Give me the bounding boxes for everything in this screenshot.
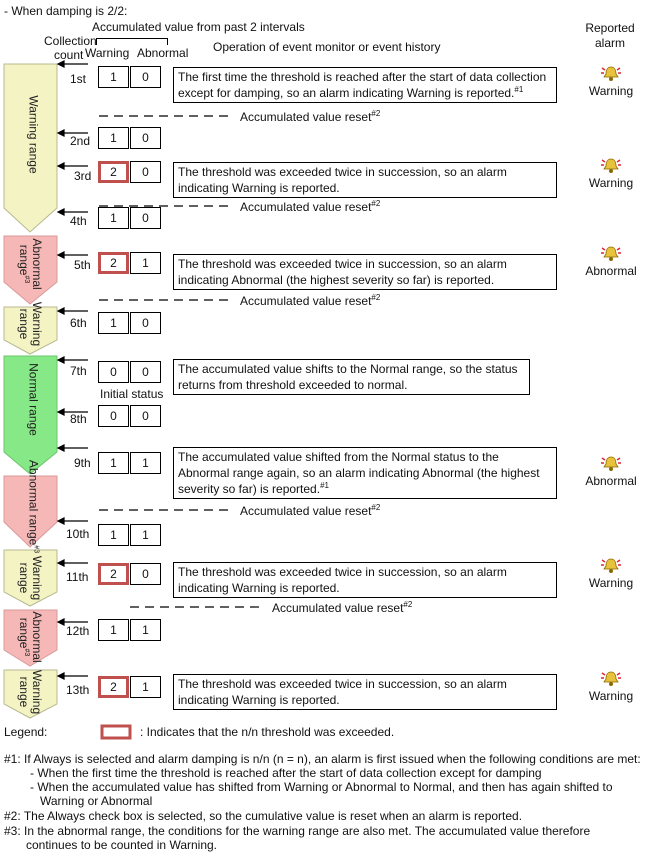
- legend-text: : Indicates that the n/n threshold was exceeded.: [140, 725, 395, 739]
- abnormal-value: 1: [130, 524, 161, 546]
- warning-value-exceeded: 2: [98, 676, 129, 698]
- legend-label: Legend:: [4, 725, 48, 739]
- warning-value: 1: [98, 127, 129, 149]
- operation-header: Operation of event monitor or event history: [213, 40, 441, 54]
- warning-value: 0: [98, 405, 129, 427]
- count-label: 3rd: [74, 169, 92, 183]
- message-13: The threshold was exceeded twice in succession, so an alarm indicating Warning is reported.: [173, 674, 557, 710]
- warning-value-exceeded: 2: [98, 563, 129, 585]
- message-11: The threshold was exceeded twice in succession, so an alarm indicating Warning is reported.: [173, 562, 557, 598]
- warning-value: 1: [98, 66, 129, 88]
- count-label: 5th: [74, 258, 91, 272]
- count-label: 13th: [66, 683, 90, 697]
- warning-value-exceeded: 2: [98, 161, 129, 183]
- footnote-3: #3: In the abnormal range, the conditions for the warning range are also met. The accumulated value therefore: [4, 824, 591, 838]
- range-label-warning-3: Warning range: [17, 555, 44, 601]
- footnote-1-item-b-cont: Warning or Abnormal: [40, 794, 153, 808]
- alarm-bell-icon: [600, 156, 622, 174]
- abnormal-value: 0: [130, 361, 161, 383]
- message-7: The accumulated value shifts to the Normal range, so the status returns from threshold exceeded to normal.: [173, 359, 530, 395]
- message-1: The first time the threshold is reached after the start of data collection except for damping, so an alarm indicating Warning is reported.$^{\#1}$: [173, 67, 557, 103]
- range-label-warning-2: Warning range: [17, 301, 44, 347]
- alarm-abnormal-2: Abnormal: [576, 454, 646, 488]
- alarm-warning-1: Warning: [576, 64, 646, 98]
- alarm-bell-icon: [600, 64, 622, 82]
- footnote-2: #2: The Always check box is selected, so the cumulative value is reset when an alarm is reported.: [4, 809, 523, 823]
- footnote-1: #1: If Always is selected and alarm damping is n/n (n = n), an alarm is first issued when the following conditions are met:: [4, 752, 641, 766]
- count-label: 8th: [70, 412, 87, 426]
- count-label: 9th: [74, 456, 91, 470]
- count-label: 10th: [66, 527, 90, 541]
- warning-value-exceeded: 2: [98, 252, 129, 274]
- accumulated-header: Accumulated value from past 2 intervals: [92, 20, 305, 34]
- count-label: 2nd: [70, 134, 91, 148]
- count-label: 7th: [70, 364, 87, 378]
- abnormal-value: 0: [130, 66, 161, 88]
- reset-label: Accumulated value reset$^{\#2}$: [272, 600, 413, 615]
- reset-label: Accumulated value reset$^{\#2}$: [240, 199, 381, 214]
- alarm-warning-3: Warning: [576, 556, 646, 590]
- range-label-warning-4: Warning range: [17, 669, 44, 715]
- legend-swatch: [102, 726, 130, 738]
- footnote-1-item-b: - When the accumulated value has shifted from Warning or Abnormal to Normal, and then has again shifted to: [30, 780, 613, 794]
- alarm-abnormal-1: Abnormal: [576, 244, 646, 278]
- abnormal-value: 1: [130, 619, 161, 641]
- abnormal-value: 0: [130, 563, 161, 585]
- warning-value: 1: [98, 452, 129, 474]
- abnormal-value: 0: [130, 312, 161, 334]
- warning-value: 1: [98, 524, 129, 546]
- alarm-bell-icon: [600, 669, 622, 687]
- count-label: 4th: [70, 214, 87, 228]
- alarm-bell-icon: [600, 454, 622, 472]
- abnormal-value: 1: [130, 252, 161, 274]
- warning-value: 0: [98, 361, 129, 383]
- abnormal-value: 0: [130, 127, 161, 149]
- alarm-warning-4: Warning: [576, 669, 646, 703]
- condition-title: - When damping is 2/2:: [4, 4, 128, 18]
- range-label-warning-1: Warning range: [26, 95, 41, 174]
- abnormal-column-header: Abnormal: [137, 46, 189, 60]
- alarm-bell-icon: [600, 244, 622, 262]
- count-label: 1st: [70, 72, 87, 86]
- warning-column-header: Warning: [85, 46, 130, 60]
- footnote-3-cont: continues to be counted in Warning.: [26, 838, 218, 852]
- range-label-abnormal-2: Abnormal range$^{\#3}$: [26, 459, 41, 554]
- abnormal-value: 0: [130, 161, 161, 183]
- initial-status-label: Initial status: [100, 387, 164, 401]
- footnote-1-item-a: - When the first time the threshold is reached after the start of data collection except for damping: [30, 766, 542, 780]
- range-label-abnormal-1: Abnormal range$^{\#3}$: [17, 238, 44, 290]
- abnormal-value: 1: [130, 676, 161, 698]
- message-9: The accumulated value shifted from the Normal status to the Abnormal range again, so an alarm indicating Abnormal (the highest severity so far) is reported.$^{\#1}$: [173, 447, 557, 499]
- message-5: The threshold was exceeded twice in succession, so an alarm indicating Abnormal (the highest severity so far) is reported.: [173, 254, 557, 290]
- range-label-normal: Normal range: [26, 363, 41, 436]
- count-label: 12th: [66, 624, 90, 638]
- alarm-bell-icon: [600, 556, 622, 574]
- abnormal-value: 0: [130, 405, 161, 427]
- alarm-header: alarm: [594, 36, 625, 50]
- range-label-abnormal-3: Abnormal range$^{\#3}$: [17, 611, 44, 663]
- count-header: count: [54, 48, 84, 62]
- reset-label: Accumulated value reset$^{\#2}$: [240, 109, 381, 124]
- reported-header: Reported: [585, 21, 635, 35]
- alarm-warning-2: Warning: [576, 156, 646, 190]
- warning-value: 1: [98, 207, 129, 229]
- abnormal-value: 0: [130, 207, 161, 229]
- reset-label: Accumulated value reset$^{\#2}$: [240, 503, 381, 518]
- count-label: 6th: [70, 316, 87, 330]
- warning-value: 1: [98, 312, 129, 334]
- warning-value: 1: [98, 619, 129, 641]
- message-3: The threshold was exceeded twice in succession, so an alarm indicating Warning is reported.: [173, 162, 557, 198]
- reset-label: Accumulated value reset$^{\#2}$: [240, 293, 381, 308]
- collection-header: Collection: [44, 34, 97, 48]
- abnormal-value: 1: [130, 452, 161, 474]
- count-label: 11th: [66, 570, 89, 584]
